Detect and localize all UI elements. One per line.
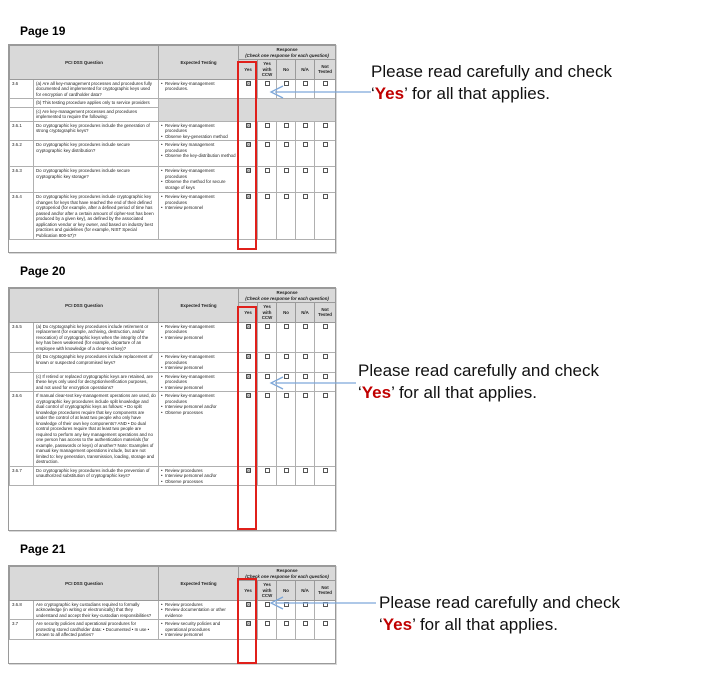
table-row [10, 322, 336, 353]
col-no: No [277, 303, 296, 323]
checkbox-not-tested[interactable] [315, 466, 336, 486]
checkbox-yes-ccw[interactable] [258, 193, 277, 240]
checkbox-yes-ccw[interactable] [258, 121, 277, 141]
checkbox-na[interactable] [296, 620, 315, 640]
checkbox-no[interactable] [277, 167, 296, 193]
col-not-tested: Not Tested [315, 581, 336, 601]
row-question: (b) This testing procedure applies only to service providers [34, 99, 159, 108]
col-header-question: PCI DSS Question [10, 46, 159, 80]
row-tests: • Review key management procedures • Observe the key-distribution method [159, 141, 239, 167]
checkbox-not-tested[interactable] [315, 353, 336, 373]
yes-column-highlight [237, 306, 257, 530]
checkbox-yes-ccw[interactable] [258, 141, 277, 167]
col-header-response: Response (Check one response for each question) [239, 289, 336, 303]
checkbox-yes[interactable]: ☒ [239, 353, 258, 373]
yes-column-highlight [237, 578, 257, 664]
col-yes-ccw: Yes with CCW [258, 581, 277, 601]
row-question: Do cryptographic key procedures include the prevention of unauthorized substitution of cryptographic keys? [34, 466, 159, 486]
checkbox-yes-ccw[interactable] [258, 167, 277, 193]
checkbox-not-tested[interactable] [315, 392, 336, 467]
col-yes: Yes [239, 581, 258, 601]
table-row [10, 167, 336, 193]
checkbox-na[interactable] [296, 466, 315, 486]
row-tests: • Review key-management procedures • Interview personnel [159, 193, 239, 240]
col-not-tested: Not Tested [315, 303, 336, 323]
table-row [10, 141, 336, 167]
instruction-callout-1: Please read carefully and check ‘Yes’ for all that applies. [371, 62, 612, 103]
checkbox-yes-ccw[interactable] [258, 620, 277, 640]
instruction-callout-2: Please read carefully and check ‘Yes’ for all that applies. [358, 361, 599, 402]
row-question: Are cryptographic key custodians required to formally acknowledge (in writing or electronically) that they understand and accept their key-custodian responsibilities? [34, 600, 159, 620]
row-number: 3.6.1 [10, 121, 34, 141]
table-row [10, 620, 336, 640]
col-yes-ccw: Yes with CCW [258, 60, 277, 80]
checkbox-no[interactable] [277, 620, 296, 640]
page-label-19: Page 19 [20, 24, 66, 38]
row-tests: • Review key-management procedures • Interview personnel [159, 322, 239, 353]
col-header-response: Response (Check one response for each question) [239, 567, 336, 581]
row-question: (a) Are all key-management processes and procedures fully documented and implemented for cryptographic keys used for encryption of cardholder data? [34, 79, 159, 99]
arrow-icon [263, 373, 358, 393]
col-header-question: PCI DSS Question [10, 567, 159, 601]
checkbox-na[interactable] [296, 121, 315, 141]
form-page-21 [8, 565, 336, 664]
row-number [10, 107, 34, 121]
checkbox-na[interactable] [296, 392, 315, 467]
row-number: 3.6.4 [10, 193, 34, 240]
row-number: 3.6.6 [10, 392, 34, 467]
table-row [10, 121, 336, 141]
col-no: No [277, 581, 296, 601]
row-tests: • Review key-management procedures • Interview personnel [159, 372, 239, 392]
checkbox-no[interactable] [277, 322, 296, 353]
checkbox-yes[interactable]: ☒ [239, 466, 258, 486]
row-number: 3.6.3 [10, 167, 34, 193]
form-page-20 [8, 287, 336, 531]
checkbox-yes-ccw[interactable] [258, 353, 277, 373]
checkbox-not-tested[interactable] [315, 193, 336, 240]
checkbox-yes[interactable]: ☒ [239, 392, 258, 467]
row-question: Do cryptographic key procedures include the generation of strong cryptographic keys? [34, 121, 159, 141]
checkbox-yes[interactable]: ☒ [239, 141, 258, 167]
checkbox-yes[interactable]: ☒ [239, 620, 258, 640]
checkbox-na[interactable] [296, 167, 315, 193]
checkbox-na[interactable] [296, 141, 315, 167]
yes-column-highlight [237, 61, 257, 250]
row-tests: • Review procedures • Interview personnel and/or • Observe processes [159, 466, 239, 486]
page-label-21: Page 21 [20, 542, 66, 556]
checkbox-yes[interactable]: ☒ [239, 600, 258, 620]
checkbox-no[interactable] [277, 141, 296, 167]
checkbox-yes-ccw[interactable] [258, 392, 277, 467]
row-question: Do cryptographic key procedures include cryptographic key changes for keys that have reached the end of their defined cryptoperiod (for example, after a defined period of time has passed and/or after a certain amount of cipher-text has been produced by a given key), as defined by the associated application vendor or key owner, and based on industry best practices and guidelines (for example, NIST Special Publication 800-57)? [34, 193, 159, 240]
row-tests: • Review security policies and operational procedures • Interview personnel [159, 620, 239, 640]
checkbox-yes[interactable]: ☒ [239, 79, 258, 99]
checkbox-no[interactable] [277, 353, 296, 373]
col-na: N/A [296, 581, 315, 601]
checkbox-yes[interactable]: ☒ [239, 121, 258, 141]
checkbox-no[interactable] [277, 193, 296, 240]
row-number: 3.6.8 [10, 600, 34, 620]
instruction-callout-3: Please read carefully and check ‘Yes’ for all that applies. [379, 593, 620, 634]
checkbox-na[interactable] [296, 322, 315, 353]
col-header-response: Response (Check one response for each question) [239, 46, 336, 60]
col-yes: Yes [239, 60, 258, 80]
checkbox-no[interactable] [277, 466, 296, 486]
row-tests: • Review key-management procedures • Interview personnel and/or • Observe processes [159, 392, 239, 467]
row-number: 3.6 [10, 79, 34, 99]
page-label-20: Page 20 [20, 264, 66, 278]
checkbox-yes-ccw[interactable] [258, 466, 277, 486]
col-na: N/A [296, 60, 315, 80]
row-question: Do cryptographic key procedures include secure cryptographic key storage? [34, 167, 159, 193]
checkbox-yes[interactable]: ☒ [239, 167, 258, 193]
col-header-testing: Expected Testing [159, 289, 239, 323]
checkbox-na[interactable] [296, 193, 315, 240]
col-no: No [277, 60, 296, 80]
row-number: 3.6.2 [10, 141, 34, 167]
row-tests: • Review procedures • Review documentation or other evidence [159, 600, 239, 620]
pci-table-19 [9, 45, 336, 240]
row-tests: • Review key-management procedures • Observe the method for secure storage of keys [159, 167, 239, 193]
row-tests: • Review key-management procedures • Observe key-generation method [159, 121, 239, 141]
checkbox-yes-ccw[interactable] [258, 322, 277, 353]
row-question: If manual clear-text key-management operations are used, do cryptographic key procedures include split knowledge and dual control of cryptographic keys as follows: • Do split knowledge procedures require that key components are under the control of at least two people who only have knowledge of their own key components? AND • Do dual control procedures require that at least two people are required to perform any key management operations and no one person has access to the authentication materials (for example, passwords or keys) of another? Note: Examples of manual key management operations include, but are not limited to: key generation, transmission, loading, storage and destruction. [34, 392, 159, 467]
table-row [10, 353, 336, 373]
checkbox-no[interactable] [277, 121, 296, 141]
row-number [10, 372, 34, 392]
row-number: 3.6.7 [10, 466, 34, 486]
col-na: N/A [296, 303, 315, 323]
checkbox-not-tested[interactable] [315, 141, 336, 167]
col-header-testing: Expected Testing [159, 567, 239, 601]
row-number: 3.7 [10, 620, 34, 640]
checkbox-not-tested[interactable] [315, 620, 336, 640]
checkbox-not-tested[interactable] [315, 167, 336, 193]
row-question: Do cryptographic key procedures include secure cryptographic key distribution? [34, 141, 159, 167]
row-question: (a) Do cryptographic key procedures include retirement or replacement (for example, archiving, destruction, and/or revocation) of cryptographic keys when the integrity of the key has been weakened (for example, departure of an employee with knowledge of a clear-text key)? [34, 322, 159, 353]
col-yes: Yes [239, 303, 258, 323]
row-question: (b) Do cryptographic key procedures include replacement of known or suspected compromised keys? [34, 353, 159, 373]
col-header-testing: Expected Testing [159, 46, 239, 80]
row-number: 3.6.5 [10, 322, 34, 353]
row-question: Are security policies and operational procedures for protecting stored cardholder data: • Documented • In use • Known to all affected parties? [34, 620, 159, 640]
checkbox-no[interactable] [277, 392, 296, 467]
table-row [10, 392, 336, 467]
row-question: (c) If retired or replaced cryptographic keys are retained, are these keys only used for decryption/verification purposes, and not used for encryption operations? [34, 372, 159, 392]
col-header-question: PCI DSS Question [10, 289, 159, 323]
checkbox-yes[interactable]: ☒ [239, 372, 258, 392]
checkbox-na[interactable] [296, 353, 315, 373]
arrow-icon [263, 593, 378, 613]
checkbox-not-tested[interactable] [315, 322, 336, 353]
col-yes-ccw: Yes with CCW [258, 303, 277, 323]
row-tests: • Review key-management procedures • Interview personnel [159, 353, 239, 373]
row-question: (c) Are key-management processes and procedures implemented to require the following: [34, 107, 159, 121]
arrow-icon [263, 82, 373, 102]
col-not-tested: Not Tested [315, 60, 336, 80]
checkbox-not-tested[interactable] [315, 121, 336, 141]
row-number [10, 99, 34, 108]
checkbox-yes[interactable]: ☒ [239, 193, 258, 240]
table-row [10, 466, 336, 486]
row-number [10, 353, 34, 373]
table-row [10, 193, 336, 240]
row-tests: • Review key-management procedures. [159, 79, 239, 99]
form-page-19 [8, 44, 336, 253]
checkbox-yes[interactable]: ☒ [239, 322, 258, 353]
